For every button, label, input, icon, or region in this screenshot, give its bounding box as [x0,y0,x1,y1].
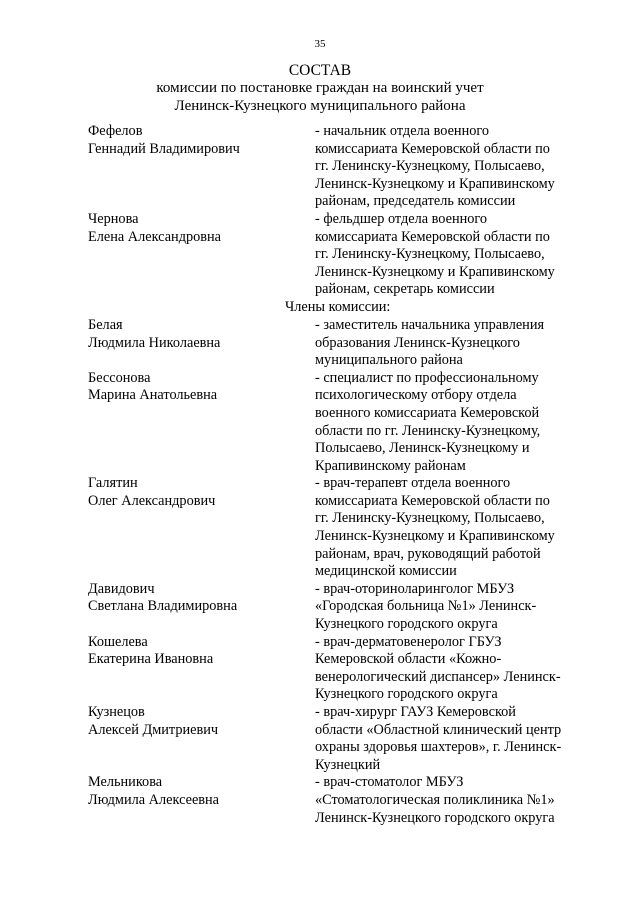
member-role-line: районам, председатель комиссии [315,193,516,210]
member-role-line: Кузнецкого городского округа [315,686,498,703]
member-role-line: венерологический диспансер» Ленинск- [315,668,561,685]
member-role-line: Кузнецкий [315,756,381,773]
document-title: СОСТАВ [288,62,352,79]
member-role [315,370,590,476]
member-role-line: - фельдшер отдела военного [315,210,488,227]
members-heading: Члены комиссии: [285,298,391,315]
member-role-line: - врач-терапевт отдела военного [315,475,511,492]
member-role [315,317,590,370]
member-role-line: гг. Ленинску-Кузнецкому, Полысаево, [315,246,545,263]
member-surname: Кошелева [88,633,148,650]
member-role-line: - начальник отдела военного [315,123,490,139]
member-surname: Фефелов [88,123,143,139]
member-given-names: Светлана Владимировна [88,598,238,615]
member-role [315,123,590,211]
member-role-line: Крапивинскому районам [315,457,466,474]
member-role-line: Ленинск-Кузнецкому и Крапивинскому [315,528,555,545]
commission-member-row [88,123,598,211]
commission-list [88,123,598,827]
member-given-names: Екатерина Ивановна [88,651,214,668]
member-role-line: комиссариата Кемеровской области по [315,228,550,245]
member-role-line: образования Ленинск-Кузнецкого [315,334,520,351]
member-role [315,634,590,704]
member-role-line: - заместитель начальника управления [315,316,545,333]
member-role-line: районам, секретарь комиссии [315,281,495,298]
member-given-names: Людмила Алексеевна [88,791,220,808]
member-role-line: области «Областной клинический центр [315,721,562,738]
member-surname: Кузнецов [88,704,145,720]
member-surname: Галятин [88,475,138,492]
member-surname: Давидович [88,580,155,597]
commission-member-row [88,475,598,581]
member-role-line: охраны здоровья шахтеров», г. Ленинск- [315,739,562,756]
member-given-names: Геннадий Владимирович [88,140,240,157]
member-role-line: комиссариата Кемеровской области по [315,492,550,509]
member-surname: Бессонова [88,369,151,386]
member-given-names: Алексей Дмитриевич [88,721,219,738]
member-name [88,317,308,352]
member-role [315,581,590,634]
leaders-section [88,123,598,299]
member-name [88,123,308,158]
member-role-line: комиссариата Кемеровской области по [315,140,550,157]
member-role-line: гг. Ленинску-Кузнецкому, Полысаево, [315,510,545,527]
member-role-line: Полысаево, Ленинск-Кузнецкому и [315,440,530,457]
commission-member-row [88,211,598,299]
member-name [88,581,308,616]
member-name [88,704,308,739]
member-role-line: гг. Ленинску-Кузнецкому, Полысаево, [315,158,545,175]
member-role [315,704,590,774]
member-role-line: «Стоматологическая поликлиника №1» [315,791,555,808]
subtitle-line: комиссии по постановке граждан на воинский учет [156,80,484,96]
member-role [315,475,590,581]
member-surname: Чернова [88,210,139,227]
member-role-line: медицинской комиссии [315,563,457,580]
member-role-line: - врач-дерматовенеролог ГБУЗ [315,633,502,650]
member-role-line: - специалист по профессиональному [315,369,539,386]
commission-member-row [88,774,598,827]
member-role-line: Кемеровской области «Кожно- [315,651,502,668]
subtitle-line: Ленинск-Кузнецкого муниципального района [174,97,466,114]
member-role-line: «Городская больница №1» Ленинск- [315,598,537,615]
member-role-line: Ленинск-Кузнецкого городского округа [315,809,555,826]
member-name [88,774,308,809]
member-role-line: военного комиссариата Кемеровской [315,404,540,421]
document-subtitle [0,80,640,115]
member-role-line: районам, врач, руководящий работой [315,545,541,562]
member-surname: Мельникова [88,774,163,791]
member-name [88,211,308,246]
member-role-line: психологическому отбору отдела [315,387,517,404]
member-role-line: Кузнецкого городского округа [315,616,498,633]
member-given-names: Елена Александровна [88,228,222,245]
commission-member-row [88,581,598,634]
member-role-line: Ленинск-Кузнецкому и Крапивинскому [315,175,555,192]
member-role [315,774,590,827]
member-name [88,370,308,405]
member-role-line: области по гг. Ленинску-Кузнецкому, [315,422,541,439]
member-role [315,211,590,299]
member-surname: Белая [88,316,123,333]
commission-member-row [88,317,598,370]
members-section [88,317,598,827]
member-given-names: Марина Анатольевна [88,387,218,404]
member-given-names: Олег Александрович [88,492,216,509]
member-role-line: муниципального района [315,352,463,369]
commission-member-row [88,704,598,774]
member-name [88,634,308,669]
member-role-line: - врач-оториноларинголог МБУЗ [315,580,515,597]
member-role-line: - врач-стоматолог МБУЗ [315,774,464,791]
page-number: 35 [314,38,326,50]
commission-member-row [88,370,598,476]
member-name [88,475,308,510]
member-given-names: Людмила Николаевна [88,334,221,351]
commission-member-row [88,634,598,704]
member-role-line: - врач-хирург ГАУЗ Кемеровской [315,704,516,720]
member-role-line: Ленинск-Кузнецкому и Крапивинскому [315,263,555,280]
